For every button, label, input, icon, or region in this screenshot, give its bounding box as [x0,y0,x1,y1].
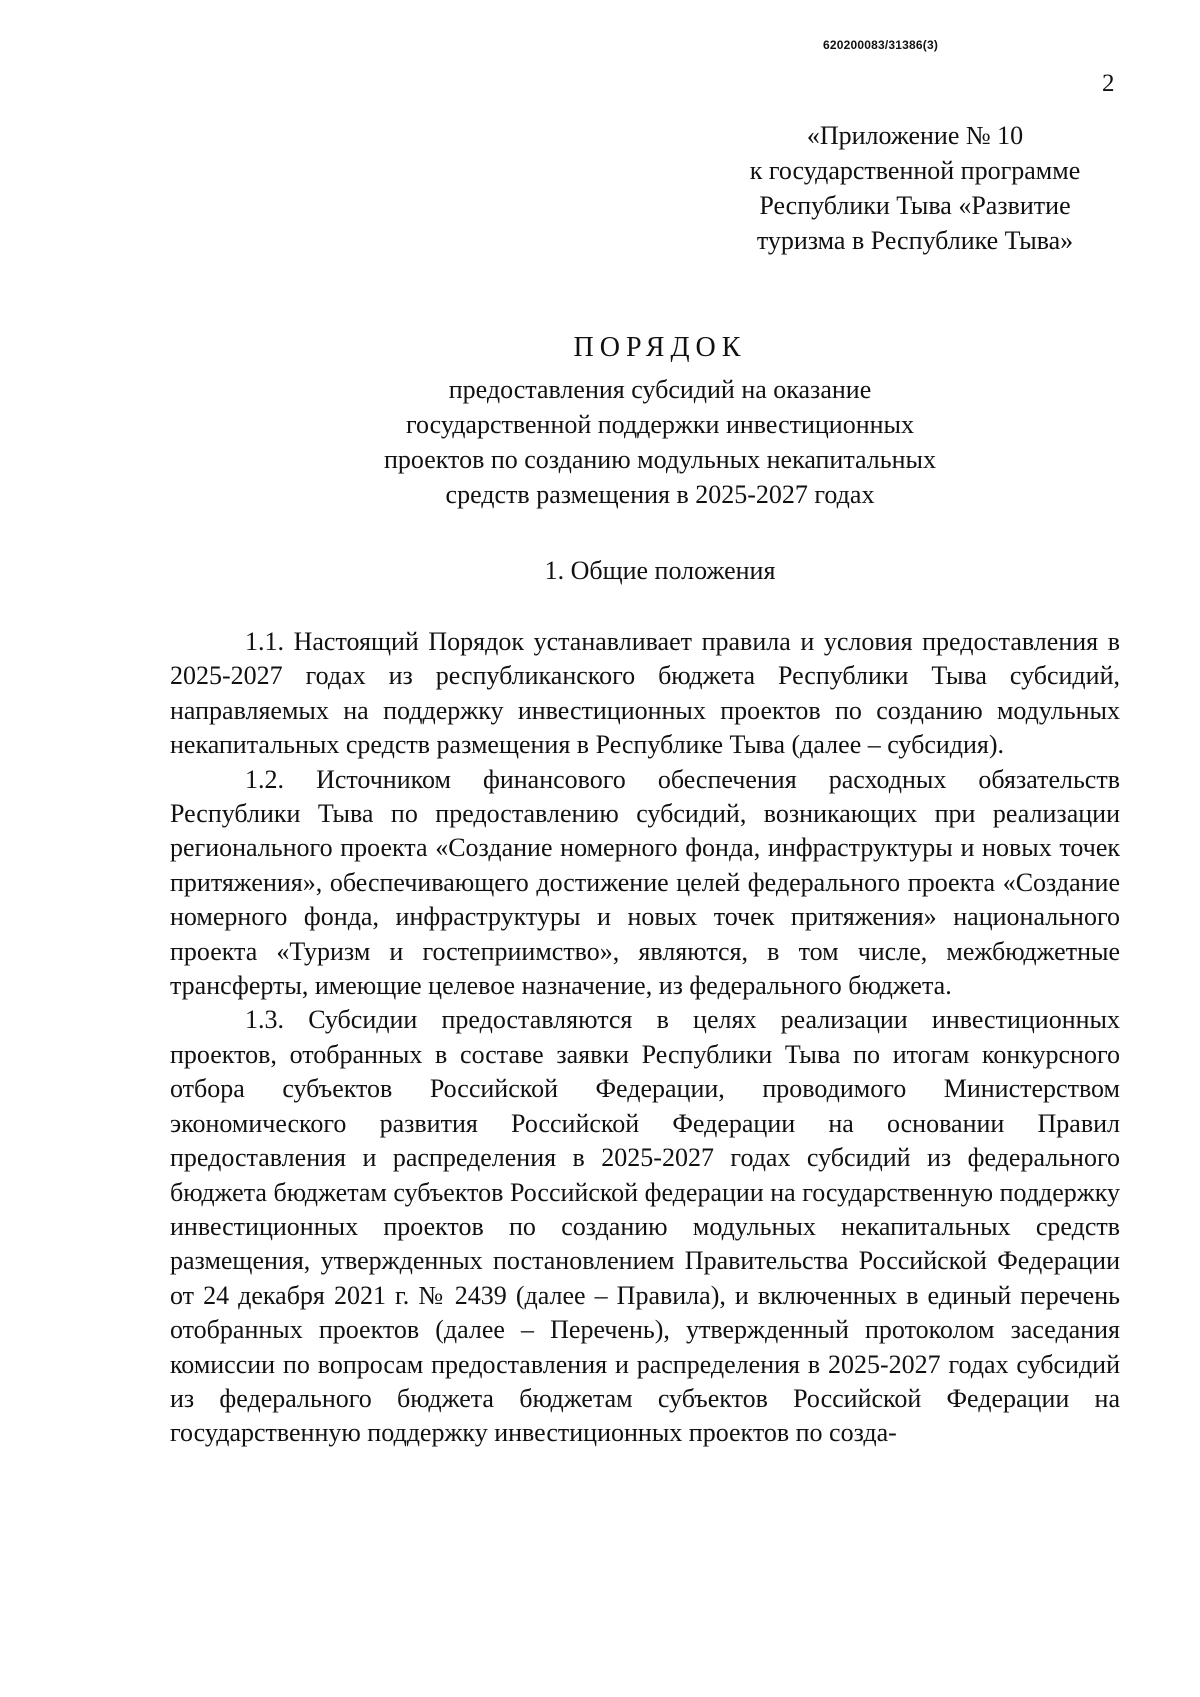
page-number: 2 [1102,70,1115,97]
appendix-line: Республики Тыва «Развитие [759,191,1071,220]
section-heading: 1. Общие положения [544,556,776,585]
subtitle-line: средств размещения в 2025-2027 годах [445,480,875,509]
paragraph-1-1: 1.1. Настоящий Порядок устанавливает правила и условия предоставления в 2025-2027 годах из республиканского бюджета Республики Тыва субсидий, направляемых на поддержку инвестиционных проектов по созданию модульных некапитальных средств размещения в Республике Тыва (далее – субсидия). [170,627,1120,760]
paragraph-1-3: 1.3. Субсидии предоставляются в целях реализации инвестиционных проектов, отобранных в составе заявки Республики Тыва по итогам конкурсного отбора субъектов Российской Федерации, проводимого Министерством экономического развития Российской Федерации на основании Правил предоставления и распределения в 2025-2027 годах субсидий из федерального бюджета бюджетам субъектов Российской федерации на государственную поддержку инвестиционных проектов по созданию модульных некапитальных средств размещения, утвержденных постановлением Правительства Российской Федерации от 24 декабря 2021 г. № 2439 (далее – Правила), и включенных в единый перечень отобранных проектов (далее – Перечень), утвержденный протоколом заседания комиссии по вопросам предоставления и распределения в 2025-2027 годах субсидий из федерального бюджета бюджетам субъектов Российской Федерации на государственную поддержку инвестиционных проектов по созда- [170,1005,1120,1448]
appendix-line: туризма в Республике Тыва» [756,226,1074,255]
appendix-line: «Приложение № 10 [806,121,1024,150]
subtitle-line: предоставления субсидий на оказание [448,375,872,404]
title-block [300,330,1020,512]
document-title: ПОРЯДОК [573,332,747,363]
subtitle-line: проектов по созданию модульных некапитальных [383,445,937,474]
appendix-reference [690,118,1140,258]
appendix-line: к государственной программе [749,156,1081,185]
body-text [170,625,1120,1451]
document-id: 620200083/31386(3) [823,38,939,52]
subtitle-line: государственной поддержки инвестиционных [405,410,915,439]
document-subtitle [300,372,1020,512]
paragraph-1-2: 1.2. Источником финансового обеспечения расходных обязательств Республики Тыва по предоставлению субсидий, возникающих при реализации регионального проекта «Создание номерного фонда, инфраструктуры и новых точек притяжения», обеспечивающего достижение целей федерального проекта «Создание номерного фонда, инфраструктуры и новых точек притяжения» национального проекта «Туризм и гостеприимство», являются, в том числе, межбюджетные трансферты, имеющие целевое назначение, из федерального бюджета. [170,764,1120,1001]
